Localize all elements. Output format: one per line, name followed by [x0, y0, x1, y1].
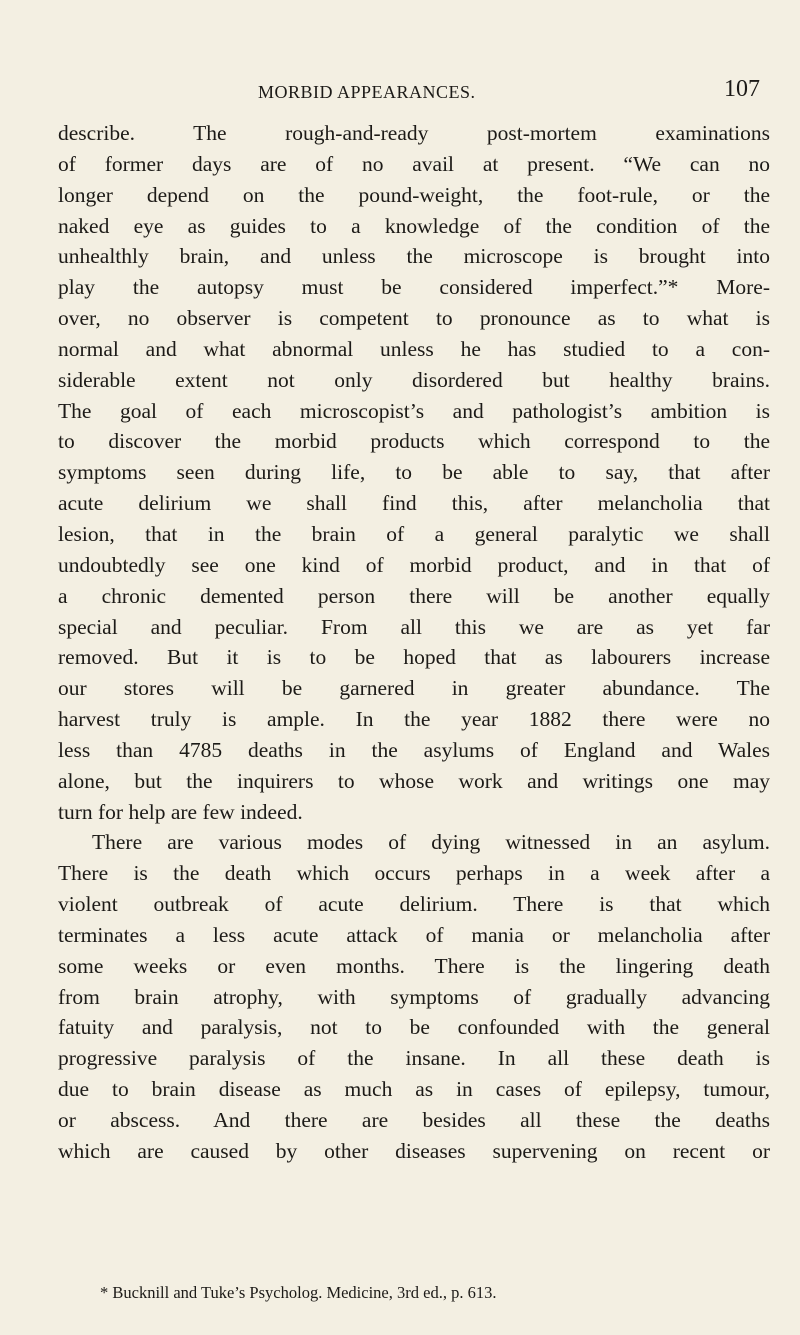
text-line: naked eye as guides to a knowledge of the condition of the: [58, 213, 770, 238]
page-number: 107: [724, 76, 760, 102]
page-header: [58, 76, 768, 110]
text-line: undoubtedly see one kind of morbid product, and in that of: [58, 552, 770, 577]
text-line: some weeks or even months. There is the lingering death: [58, 953, 770, 978]
text-line: to discover the morbid products which correspond to the: [58, 429, 770, 454]
text-line: fatuity and paralysis, not to be confounded with the general: [58, 1015, 770, 1040]
text-line: a chronic demented person there will be another equally: [58, 583, 770, 608]
text-line: progressive paralysis of the insane. In all these death is: [58, 1046, 770, 1071]
text-line: describe. The rough-and-ready post-mortem examinations: [58, 121, 770, 145]
text-line: The goal of each microscopist’s and pathologist’s ambition is: [58, 398, 770, 423]
footnote: * Bucknill and Tuke’s Psycholog. Medicine, 3rd ed., p. 613.: [100, 1283, 497, 1302]
text-line: due to brain disease as much as in cases of epilepsy, tumour,: [58, 1077, 770, 1102]
text-line: harvest truly is ample. In the year 1882 there were no: [58, 707, 770, 732]
text-line: of former days are of no avail at present. “We can no: [58, 151, 770, 176]
text-line: play the autopsy must be considered imperfect.”* More-: [58, 275, 770, 300]
text-line: There is the death which occurs perhaps in a week after a: [58, 861, 770, 886]
text-line: over, no observer is competent to pronounce as to what is: [58, 306, 770, 331]
text-line: which are caused by other diseases supervening on recent or: [58, 1138, 770, 1163]
text-line: acute delirium we shall find this, after melancholia that: [58, 491, 770, 516]
text-line: normal and what abnormal unless he has studied to a con-: [58, 336, 770, 361]
text-line: violent outbreak of acute delirium. There is that which: [58, 892, 770, 917]
running-head: MORBID APPEARANCES.: [258, 82, 476, 102]
text-line: terminates a less acute attack of mania or melancholia after: [58, 922, 770, 947]
text-line: symptoms seen during life, to be able to say, that after: [58, 460, 770, 485]
text-line: lesion, that in the brain of a general paralytic we shall: [58, 521, 770, 546]
paragraph-end-line: turn for help are few indeed.: [58, 799, 303, 824]
text-line: longer depend on the pound-weight, the foot-rule, or the: [58, 182, 770, 207]
paragraph-start-line: There are various modes of dying witnessed in an asylum.: [92, 830, 770, 855]
text-line: siderable extent not only disordered but healthy brains.: [58, 367, 770, 392]
body-text: [58, 118, 770, 1167]
text-line: special and peculiar. From all this we are as yet far: [58, 614, 770, 639]
text-line: unhealthly brain, and unless the microscope is brought into: [58, 244, 770, 269]
text-line: from brain atrophy, with symptoms of gradually advancing: [58, 984, 770, 1009]
text-line: removed. But it is to be hoped that as labourers increase: [58, 645, 770, 670]
text-line: less than 4785 deaths in the asylums of England and Wales: [58, 737, 770, 762]
text-line: our stores will be garnered in greater abundance. The: [58, 676, 770, 701]
text-line: or abscess. And there are besides all these the deaths: [58, 1108, 770, 1132]
text-line: alone, but the inquirers to whose work and writings one may: [58, 768, 770, 793]
